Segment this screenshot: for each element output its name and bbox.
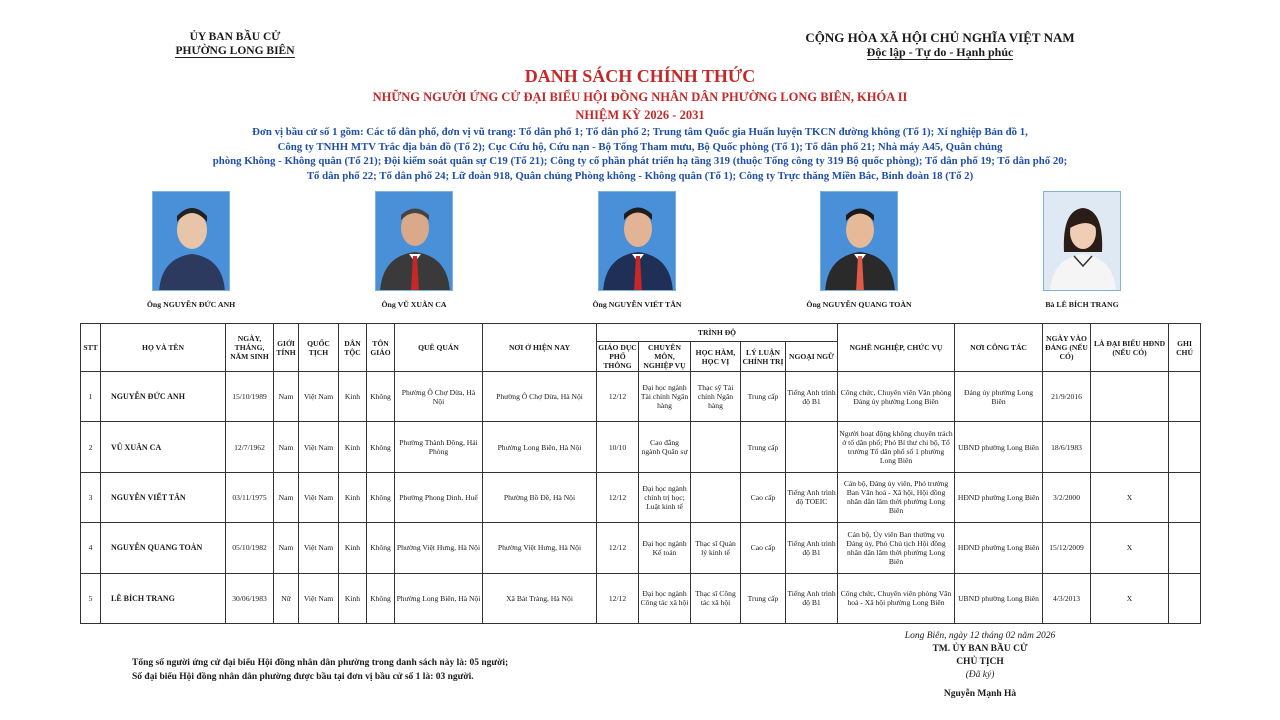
signature-role: CHỦ TỊCH [956,657,1004,667]
unit-line: Công ty TNHH MTV Trắc địa bản đồ (Tổ 2); Cục Cứu hộ, Cứu nạn - Bộ Tổng Tham mưu, Bộ Quốc phòng (Tổ 1); Tổ dân phố 21; Nhà máy A45, Quân chủng [277,140,1003,153]
cell-occupation: Cán bộ, Ủy viên Ban thường vụ Đảng ủy, Phó Chủ tịch Hội đồng nhân dân lâm thời phường Long Biên [838,523,955,573]
cell-workplace: UBND phường Long Biên [955,573,1043,623]
document-title: DANH SÁCH CHÍNH THỨC [524,66,756,86]
photo-caption: Bà LÊ BÍCH TRANG [1045,300,1119,309]
cell-dob: 03/11/1975 [226,472,274,522]
cell-residence: Phường Long Biên, Hà Nội [483,422,597,472]
cell-occupation: Công chức, Chuyên viên phòng Văn hoá - Xã hội phường Long Biên [838,573,955,623]
national-motto: Độc lập - Tự do - Hạnh phúc [866,45,1014,59]
cell-gender: Nam [274,372,299,422]
cell-hometown: Phường Việt Hưng, Hà Nội [395,523,483,573]
cell-dob: 15/10/1989 [226,372,274,422]
cell-is-delegate: X [1091,573,1169,623]
cell-name: LÊ BÍCH TRANG [101,573,226,623]
cell-gender: Nam [274,472,299,522]
cell-specialty: Đại học ngành Tài chính Ngân hàng [639,372,691,422]
cell-stt: 1 [81,372,101,422]
cell-degree [691,472,741,522]
national-title: CỘNG HÒA XÃ HỘI CHỦ NGHĨA VIỆT NAM [805,30,1075,45]
cell-general-edu: 12/12 [597,523,639,573]
header-note: GHI CHÚ [1169,324,1201,372]
cell-religion: Không [367,573,395,623]
header-residence: NƠI Ở HIỆN NAY [483,324,597,372]
header-occupation: NGHỀ NGHIỆP, CHỨC VỤ [838,324,955,372]
cell-stt: 2 [81,422,101,472]
table-row [81,472,1201,522]
cell-dob: 12/7/1962 [226,422,274,472]
cell-workplace: HĐND phường Long Biên [955,472,1043,522]
photo-caption: Ông VŨ XUÂN CA [381,300,447,309]
header-education-group: TRÌNH ĐỘ [597,324,838,342]
header-hometown: QUÊ QUÁN [395,324,483,372]
cell-specialty: Đại học ngành Công tác xã hội [639,573,691,623]
cell-note [1169,523,1201,573]
cell-occupation: Người hoạt động không chuyên trách ở tổ dân phố; Phó Bí thư chi bộ, Tổ trưởng Tổ dân phố số 1 phường Long Biên [838,422,955,472]
national-header [770,30,1110,60]
cell-stt: 5 [81,573,101,623]
cell-dob: 05/10/1982 [226,523,274,573]
committee-header [140,30,330,58]
cell-stt: 4 [81,523,101,573]
candidate-table [80,323,1201,624]
summary-seats: Số đại biểu Hội đồng nhân dân phường được bầu tại đơn vị bầu cử số 1 là: 03 người. [132,672,474,682]
cell-hometown: Phường Ô Chợ Dừa, Hà Nội [395,372,483,422]
cell-religion: Không [367,523,395,573]
cell-nationality: Việt Nam [299,573,339,623]
header-degree: HỌC HÀM, HỌC VỊ [691,342,741,372]
photo-caption: Ông NGUYỄN VIẾT TÂN [592,300,682,309]
header-is-delegate: LÀ ĐẠI BIỂU HĐND (NẾU CÓ) [1091,324,1169,372]
cell-name: NGUYỄN ĐỨC ANH [101,372,226,422]
cell-religion: Không [367,372,395,422]
cell-name: NGUYỄN QUANG TOÀN [101,523,226,573]
cell-occupation: Cán bộ, Đảng ủy viên, Phó trưởng Ban Văn hoá - Xã hội, Hội đồng nhân dân lâm thời phường Long Biên [838,472,955,522]
header-dob: NGÀY, THÁNG, NĂM SINH [226,324,274,372]
cell-hometown: Phường Long Biên, Hà Nội [395,573,483,623]
cell-hometown: Phường Thành Đông, Hải Phòng [395,422,483,472]
candidate-photo [1043,191,1121,291]
cell-party-date: 15/12/2009 [1043,523,1091,573]
cell-party-date: 21/9/2016 [1043,372,1091,422]
cell-general-edu: 10/10 [597,422,639,472]
cell-religion: Không [367,422,395,472]
candidate-photo [820,191,898,291]
photo-caption: Ông NGUYỄN QUANG TOÀN [806,300,912,309]
header-language: NGOẠI NGỮ [786,342,838,372]
cell-ethnicity: Kinh [339,523,367,573]
cell-name: NGUYỄN VIẾT TÂN [101,472,226,522]
cell-general-edu: 12/12 [597,472,639,522]
cell-nationality: Việt Nam [299,372,339,422]
cell-degree [691,422,741,472]
cell-ethnicity: Kinh [339,372,367,422]
cell-political: Trung cấp [741,422,786,472]
cell-is-delegate: X [1091,523,1169,573]
cell-general-edu: 12/12 [597,573,639,623]
cell-specialty: Đại học ngành chính trị học; Luật kinh tế [639,472,691,522]
header-ethnicity: DÂN TỘC [339,324,367,372]
cell-language: Tiếng Anh trình độ B1 [786,372,838,422]
cell-language: Tiếng Anh trình độ B1 [786,573,838,623]
table-row [81,372,1201,422]
cell-specialty: Đại học ngành Kế toán [639,523,691,573]
cell-residence: Xã Bát Tràng, Hà Nội [483,573,597,623]
cell-residence: Phường Ô Chợ Dừa, Hà Nội [483,372,597,422]
cell-religion: Không [367,472,395,522]
cell-ethnicity: Kinh [339,573,367,623]
committee-name: ỦY BAN BẦU CỬ [189,31,281,43]
cell-party-date: 4/3/2013 [1043,573,1091,623]
candidate-photo [375,191,453,291]
cell-degree: Thạc sĩ Quản lý kinh tế [691,523,741,573]
cell-language: Tiếng Anh trình độ TOEIC [786,472,838,522]
place-date: Long Biên, ngày 12 tháng 02 năm 2026 [904,631,1056,641]
cell-party-date: 3/2/2000 [1043,472,1091,522]
cell-is-delegate [1091,372,1169,422]
cell-specialty: Cao đẳng ngành Quân sự [639,422,691,472]
signature-block [880,630,1080,701]
cell-is-delegate [1091,422,1169,472]
document-subtitle: NHỮNG NGƯỜI ỨNG CỬ ĐẠI BIỂU HỘI ĐỒNG NHÂN DÂN PHƯỜNG LONG BIÊN, KHÓA II [372,90,908,104]
cell-occupation: Công chức, Chuyên viên Văn phòng Đảng ủy phường Long Biên [838,372,955,422]
document-term: NHIỆM KỲ 2026 - 2031 [575,108,705,122]
table-row [81,523,1201,573]
unit-line: phòng Không - Không quân (Tổ 21); Đội kiểm soát quân sự C19 (Tổ 21); Công ty cổ phần phát triển hạ tầng 319 (thuộc Tổng công ty 319 Bộ quốc phòng); Tổ dân phố 19; Tổ dân phố 20; [212,155,1068,167]
cell-is-delegate: X [1091,472,1169,522]
header-party-date: NGÀY VÀO ĐẢNG (NẾU CÓ) [1043,324,1091,372]
cell-gender: Nữ [274,573,299,623]
unit-line: Tổ dân phố 22; Tổ dân phố 24; Lữ đoàn 918, Quân chủng Phòng không - Không quân (Tổ 1); Công ty Trực thăng Miền Bắc, Binh đoàn 18 (Tổ 2) [306,169,974,182]
cell-note [1169,372,1201,422]
cell-degree: Thạc sĩ Công tác xã hội [691,573,741,623]
cell-political: Trung cấp [741,573,786,623]
ward-name: PHƯỜNG LONG BIÊN [175,45,295,57]
cell-workplace: Đảng ủy phường Long Biên [955,372,1043,422]
cell-party-date: 18/6/1983 [1043,422,1091,472]
cell-political: Cao cấp [741,472,786,522]
cell-ethnicity: Kinh [339,472,367,522]
signature-signed: (Đã ký) [965,670,995,680]
cell-stt: 3 [81,472,101,522]
table-row [81,422,1201,472]
cell-degree: Thạc sỹ Tài chính Ngân hàng [691,372,741,422]
cell-political: Trung cấp [741,372,786,422]
cell-residence: Phường Bồ Đề, Hà Nội [483,472,597,522]
cell-gender: Nam [274,422,299,472]
header-name: HỌ VÀ TÊN [101,324,226,372]
table-row [81,573,1201,623]
cell-workplace: UBND phường Long Biên [955,422,1043,472]
header-religion: TÔN GIÁO [367,324,395,372]
cell-dob: 30/06/1983 [226,573,274,623]
summary-total-candidates: Tổng số người ứng cử đại biểu Hội đồng nhân dân phường trong danh sách này là: 05 người; [132,658,509,668]
cell-nationality: Việt Nam [299,422,339,472]
cell-general-edu: 12/12 [597,372,639,422]
candidate-photo [152,191,230,291]
header-general-edu: GIÁO DỤC PHỔ THÔNG [598,343,637,370]
cell-political: Cao cấp [741,523,786,573]
header-nationality: QUỐC TỊCH [299,324,339,372]
header-political: LÝ LUẬN CHÍNH TRỊ [741,342,786,372]
signature-name: Nguyễn Mạnh Hà [943,689,1017,699]
cell-residence: Phường Việt Hưng, Hà Nội [483,523,597,573]
signature-org: TM. ỦY BAN BẦU CỬ [932,644,1028,654]
cell-gender: Nam [274,523,299,573]
cell-language [786,422,838,472]
cell-note [1169,422,1201,472]
header-gender: GIỚI TÍNH [274,324,299,372]
cell-language: Tiếng Anh trình độ B1 [786,523,838,573]
cell-name: VŨ XUÂN CA [101,422,226,472]
summary-block [132,656,508,684]
cell-note [1169,472,1201,522]
header-specialty: CHUYÊN MÔN, NGHIỆP VỤ [639,342,691,372]
header-stt: STT [81,324,101,372]
photo-caption: Ông NGUYỄN ĐỨC ANH [146,300,236,309]
candidate-photo [598,191,676,291]
cell-note [1169,573,1201,623]
unit-line: Đơn vị bầu cử số 1 gồm: Các tổ dân phố, đơn vị vũ trang: Tổ dân phố 1; Tổ dân phố 2; Trung tâm Quốc gia Huấn luyện TKCN đường không (Tổ 1); Xí nghiệp Bản đồ 1, [252,126,1028,138]
cell-workplace: HĐND phường Long Biên [955,523,1043,573]
header-workplace: NƠI CÔNG TÁC [955,324,1043,372]
cell-nationality: Việt Nam [299,523,339,573]
cell-nationality: Việt Nam [299,472,339,522]
electoral-unit-description [140,125,1140,183]
cell-ethnicity: Kinh [339,422,367,472]
cell-hometown: Phường Phong Dinh, Huế [395,472,483,522]
